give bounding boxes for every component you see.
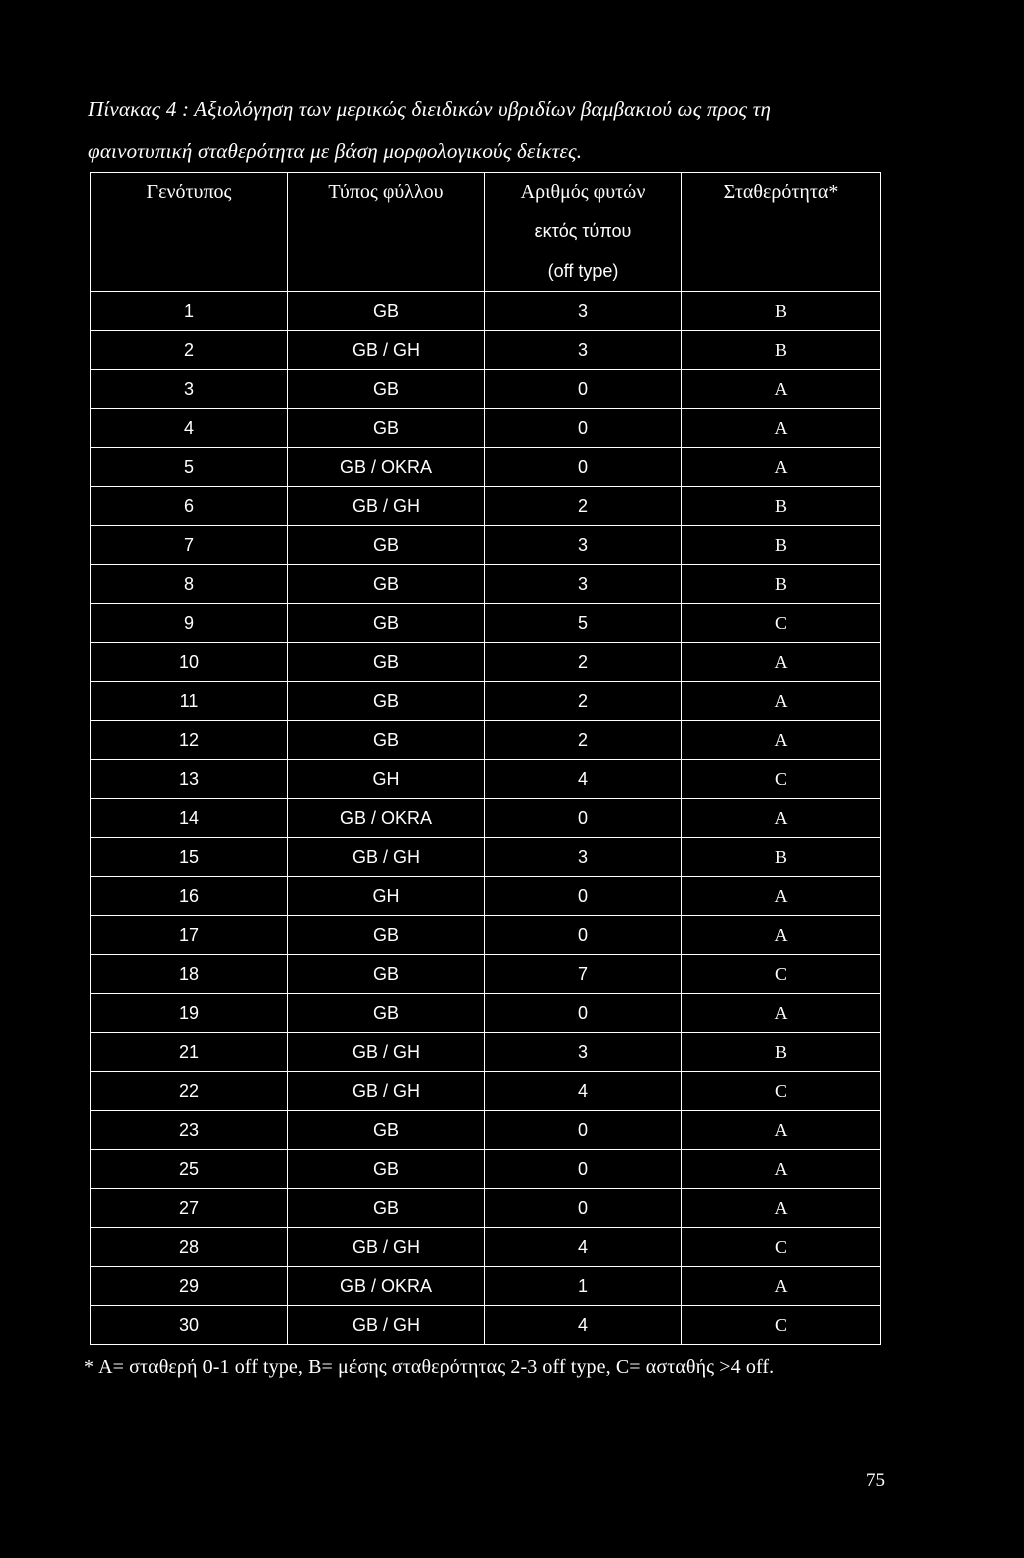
table-row xyxy=(91,370,881,409)
cell-leaf-type: GB / GH xyxy=(288,1228,485,1267)
header-offtype-line-2: εκτός τύπου xyxy=(534,221,632,241)
table-row xyxy=(91,994,881,1033)
cell-offtype-count: 0 xyxy=(485,370,682,409)
cell-leaf-type: GB / GH xyxy=(288,1306,485,1345)
cell-leaf-type: GB / GH xyxy=(288,487,485,526)
cell-genotype: 27 xyxy=(91,1189,288,1228)
cell-genotype: 12 xyxy=(91,721,288,760)
cell-stability: B xyxy=(682,292,881,331)
table-row xyxy=(91,1267,881,1306)
cell-genotype: 13 xyxy=(91,760,288,799)
cell-genotype: 18 xyxy=(91,955,288,994)
header-offtype-line-3: (off type) xyxy=(547,261,619,281)
cell-stability: B xyxy=(682,565,881,604)
cell-stability: C xyxy=(682,760,881,799)
table-row xyxy=(91,1072,881,1111)
cell-stability: A xyxy=(682,916,881,955)
cell-genotype: 6 xyxy=(91,487,288,526)
stability-table xyxy=(90,172,881,1345)
cell-leaf-type: GH xyxy=(288,877,485,916)
table-row xyxy=(91,526,881,565)
cell-stability: B xyxy=(682,331,881,370)
cell-offtype-count: 2 xyxy=(485,721,682,760)
page-number: 75 xyxy=(866,1470,885,1491)
table-row xyxy=(91,292,881,331)
cell-genotype: 1 xyxy=(91,292,288,331)
caption-line-1: Πίνακας 4 : Αξιολόγηση των μερικώς διειδικών υβριδίων βαμβακιού ως προς τη xyxy=(88,97,772,121)
cell-offtype-count: 0 xyxy=(485,1111,682,1150)
cell-leaf-type: GB xyxy=(288,955,485,994)
table-row xyxy=(91,682,881,721)
table-row xyxy=(91,1189,881,1228)
table-row xyxy=(91,487,881,526)
caption-line-2: φαινοτυπική σταθερότητα με βάση μορφολογικούς δείκτες. xyxy=(88,139,583,163)
cell-genotype: 16 xyxy=(91,877,288,916)
cell-genotype: 29 xyxy=(91,1267,288,1306)
cell-stability: A xyxy=(682,1150,881,1189)
cell-stability: A xyxy=(682,643,881,682)
cell-genotype: 14 xyxy=(91,799,288,838)
table-row xyxy=(91,409,881,448)
cell-stability: B xyxy=(682,526,881,565)
cell-genotype: 19 xyxy=(91,994,288,1033)
cell-genotype: 11 xyxy=(91,682,288,721)
cell-leaf-type: GB / OKRA xyxy=(288,448,485,487)
cell-offtype-count: 3 xyxy=(485,331,682,370)
cell-offtype-count: 4 xyxy=(485,760,682,799)
cell-offtype-count: 0 xyxy=(485,877,682,916)
cell-offtype-count: 2 xyxy=(485,487,682,526)
cell-stability: A xyxy=(682,409,881,448)
cell-stability: A xyxy=(682,448,881,487)
cell-stability: C xyxy=(682,1072,881,1111)
cell-offtype-count: 4 xyxy=(485,1306,682,1345)
cell-genotype: 3 xyxy=(91,370,288,409)
cell-offtype-count: 4 xyxy=(485,1072,682,1111)
table-row xyxy=(91,916,881,955)
cell-genotype: 2 xyxy=(91,331,288,370)
cell-stability: A xyxy=(682,370,881,409)
header-row xyxy=(91,173,881,292)
cell-offtype-count: 0 xyxy=(485,1150,682,1189)
cell-offtype-count: 4 xyxy=(485,1228,682,1267)
cell-offtype-count: 0 xyxy=(485,448,682,487)
cell-offtype-count: 2 xyxy=(485,682,682,721)
cell-offtype-count: 3 xyxy=(485,838,682,877)
cell-leaf-type: GB / GH xyxy=(288,838,485,877)
cell-stability: C xyxy=(682,1228,881,1267)
cell-leaf-type: GB xyxy=(288,916,485,955)
cell-offtype-count: 0 xyxy=(485,994,682,1033)
table-row xyxy=(91,838,881,877)
cell-genotype: 28 xyxy=(91,1228,288,1267)
cell-leaf-type: GB xyxy=(288,1111,485,1150)
cell-genotype: 4 xyxy=(91,409,288,448)
cell-leaf-type: GB xyxy=(288,721,485,760)
cell-offtype-count: 3 xyxy=(485,1033,682,1072)
header-offtype-line-1: Αριθμός φυτών xyxy=(520,181,646,203)
cell-offtype-count: 5 xyxy=(485,604,682,643)
cell-leaf-type: GB xyxy=(288,565,485,604)
table-row xyxy=(91,331,881,370)
cell-genotype: 10 xyxy=(91,643,288,682)
cell-leaf-type: GB / GH xyxy=(288,1033,485,1072)
cell-offtype-count: 0 xyxy=(485,1189,682,1228)
cell-offtype-count: 0 xyxy=(485,916,682,955)
cell-stability: A xyxy=(682,721,881,760)
cell-offtype-count: 3 xyxy=(485,565,682,604)
cell-stability: B xyxy=(682,838,881,877)
cell-offtype-count: 7 xyxy=(485,955,682,994)
cell-genotype: 7 xyxy=(91,526,288,565)
cell-leaf-type: GB xyxy=(288,1189,485,1228)
cell-leaf-type: GB xyxy=(288,526,485,565)
cell-stability: C xyxy=(682,1306,881,1345)
cell-genotype: 9 xyxy=(91,604,288,643)
cell-leaf-type: GB xyxy=(288,409,485,448)
cell-stability: B xyxy=(682,487,881,526)
table-row xyxy=(91,1033,881,1072)
table-row xyxy=(91,1150,881,1189)
cell-offtype-count: 2 xyxy=(485,643,682,682)
cell-genotype: 25 xyxy=(91,1150,288,1189)
cell-offtype-count: 3 xyxy=(485,292,682,331)
cell-stability: C xyxy=(682,955,881,994)
cell-genotype: 15 xyxy=(91,838,288,877)
table-row xyxy=(91,565,881,604)
cell-stability: A xyxy=(682,682,881,721)
cell-leaf-type: GB xyxy=(288,292,485,331)
table-row xyxy=(91,799,881,838)
cell-leaf-type: GB xyxy=(288,682,485,721)
cell-stability: B xyxy=(682,1033,881,1072)
cell-leaf-type: GB xyxy=(288,994,485,1033)
table-row xyxy=(91,643,881,682)
cell-offtype-count: 0 xyxy=(485,799,682,838)
cell-stability: A xyxy=(682,1189,881,1228)
cell-genotype: 17 xyxy=(91,916,288,955)
cell-leaf-type: GB / GH xyxy=(288,1072,485,1111)
table-body xyxy=(91,292,881,1345)
cell-stability: A xyxy=(682,877,881,916)
table-row xyxy=(91,448,881,487)
cell-offtype-count: 0 xyxy=(485,409,682,448)
cell-leaf-type: GB xyxy=(288,604,485,643)
cell-stability: A xyxy=(682,1111,881,1150)
table-row xyxy=(91,1306,881,1345)
cell-genotype: 23 xyxy=(91,1111,288,1150)
cell-stability: A xyxy=(682,799,881,838)
cell-offtype-count: 1 xyxy=(485,1267,682,1306)
table-row xyxy=(91,1111,881,1150)
header-offtype-count xyxy=(485,173,682,292)
table-row xyxy=(91,877,881,916)
table-row xyxy=(91,1228,881,1267)
cell-stability: C xyxy=(682,604,881,643)
header-stability: Σταθερότητα* xyxy=(682,173,881,292)
cell-genotype: 22 xyxy=(91,1072,288,1111)
cell-genotype: 21 xyxy=(91,1033,288,1072)
cell-leaf-type: GB xyxy=(288,370,485,409)
header-genotype: Γενότυπος xyxy=(91,173,288,292)
table-row xyxy=(91,760,881,799)
cell-leaf-type: GB xyxy=(288,1150,485,1189)
table-row xyxy=(91,604,881,643)
table-row xyxy=(91,721,881,760)
header-leaf-type: Τύπος φύλλου xyxy=(288,173,485,292)
cell-stability: A xyxy=(682,1267,881,1306)
footnote: * A= σταθερή 0-1 off type, B= μέσης σταθερότητας 2-3 off type, C= ασταθής >4 off. xyxy=(84,1356,775,1378)
table-caption xyxy=(88,88,908,172)
cell-genotype: 30 xyxy=(91,1306,288,1345)
cell-leaf-type: GB / OKRA xyxy=(288,1267,485,1306)
cell-leaf-type: GH xyxy=(288,760,485,799)
cell-leaf-type: GB xyxy=(288,643,485,682)
table-row xyxy=(91,955,881,994)
cell-genotype: 8 xyxy=(91,565,288,604)
cell-stability: A xyxy=(682,994,881,1033)
cell-leaf-type: GB / GH xyxy=(288,331,485,370)
cell-leaf-type: GB / OKRA xyxy=(288,799,485,838)
cell-offtype-count: 3 xyxy=(485,526,682,565)
cell-genotype: 5 xyxy=(91,448,288,487)
